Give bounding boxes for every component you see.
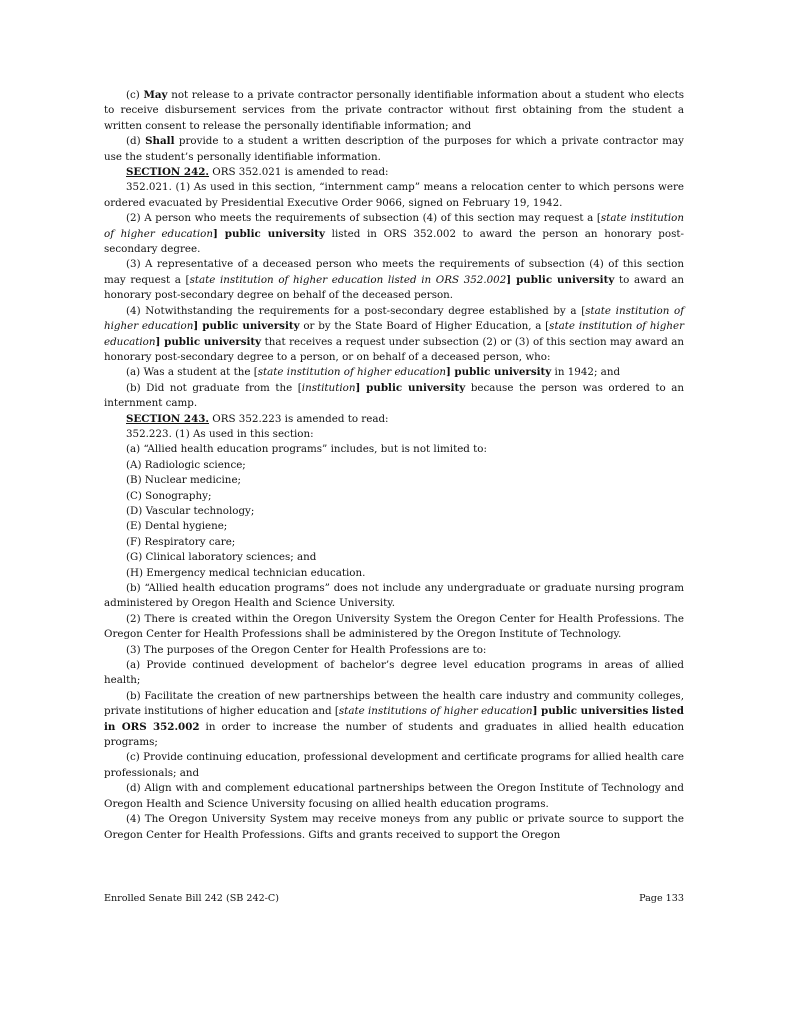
ors-352-223-3d: (d) Align with and complement educational partnerships between the Oregon Institute of Technology and Oregon Health and Science University focusing on allied health education programs. (104, 782, 684, 810)
ors-352-223-2: (2) There is created within the Oregon University System the Oregon Center for Health Professions. The Oregon Center for Health Professions shall be administered by the Oregon Institute of Technology. (104, 612, 684, 641)
list-item: (D) Vascular technology; (126, 504, 255, 517)
ors-352-223-4: (4) The Oregon University System may receive moneys from any public or private source to support the Oregon Center for Health Professions. Gifts and grants received to support the Oregon (104, 813, 684, 841)
document-body (104, 88, 684, 843)
ors-352-021-3: (3) A representative of a deceased person who meets the requirements of subsection (4) of this section may request a [state institution of higher education listed in ORS 352.002] public university to award an honorary post-secondary degree on behalf of the deceased person. (104, 258, 684, 302)
list-item: (C) Sonography; (126, 489, 212, 502)
ors-352-021-4a: (a) Was a student at the [state institution of higher education] public university in 1942; and (126, 366, 621, 379)
page-number: Page 133 (639, 893, 684, 904)
ors-352-021-4: (4) Notwithstanding the requirements for a post-secondary degree established by a [state institution of higher education] public university or by the State Board of Higher Education, a [state institution of higher education] public university that receives a request under subsection (2) or (3) of this section may award an honorary post-secondary degree to a person, or on behalf of a deceased person, who: (104, 304, 685, 363)
list-item: (F) Respiratory care; (126, 535, 236, 548)
paragraph-c: (c) May not release to a private contractor personally identifiable information about a student who elects to receive disbursement services from the private contractor without first obtaining from the student a written consent to release the personally identifiable information; and (104, 89, 684, 132)
ors-352-223-3: (3) The purposes of the Oregon Center for Health Professions are to: (126, 643, 487, 656)
list-item: (E) Dental hygiene; (126, 520, 228, 533)
list-item: (G) Clinical laboratory sciences; and (126, 551, 317, 564)
ors-352-223-1: 352.223. (1) As used in this section: (126, 427, 314, 440)
list-item: (B) Nuclear medicine; (126, 474, 242, 487)
paragraph-d: (d) Shall provide to a student a written description of the purposes for which a private contractor may use the student’s personally identifiable information. (104, 135, 684, 163)
section-243-heading: SECTION 243. ORS 352.223 is amended to read: (126, 412, 389, 425)
ors-352-223-1b: (b) “Allied health education programs” does not include any undergraduate or graduate nursing program administered by Oregon Health and Science University. (104, 582, 684, 610)
ors-352-223-1a: (a) “Allied health education programs” includes, but is not limited to: (126, 443, 487, 456)
section-242-heading: SECTION 242. ORS 352.021 is amended to read: (126, 166, 389, 179)
ors-352-021-2: (2) A person who meets the requirements of subsection (4) of this section may request a [state institution of higher education] public university listed in ORS 352.002 to award the person an honorary post-secondary degree. (104, 212, 684, 256)
ors-352-223-3a: (a) Provide continued development of bachelor’s degree level education programs in areas of allied health; (104, 659, 684, 687)
bill-title: Enrolled Senate Bill 242 (SB 242-C) (104, 893, 279, 904)
page-footer (104, 893, 684, 904)
ors-352-223-3c: (c) Provide continuing education, professional development and certificate programs for allied health care professionals; and (104, 751, 684, 779)
list-item: (A) Radiologic science; (126, 458, 246, 471)
list-item: (H) Emergency medical technician education. (126, 566, 366, 579)
ors-352-021-1: 352.021. (1) As used in this section, “internment camp” means a relocation center to which persons were ordered evacuated by Presidential Executive Order 9066, signed on February 19, 1942. (104, 181, 684, 209)
ors-352-021-4b: (b) Did not graduate from the [institution] public university because the person was ordered to an internment camp. (104, 381, 684, 410)
ors-352-223-3b: (b) Facilitate the creation of new partnerships between the health care industry and community colleges, private institutions of higher education and [state institutions of higher education] public universities listed in ORS 352.002 in order to increase the number of students and graduates in allied health education programs; (104, 689, 684, 749)
